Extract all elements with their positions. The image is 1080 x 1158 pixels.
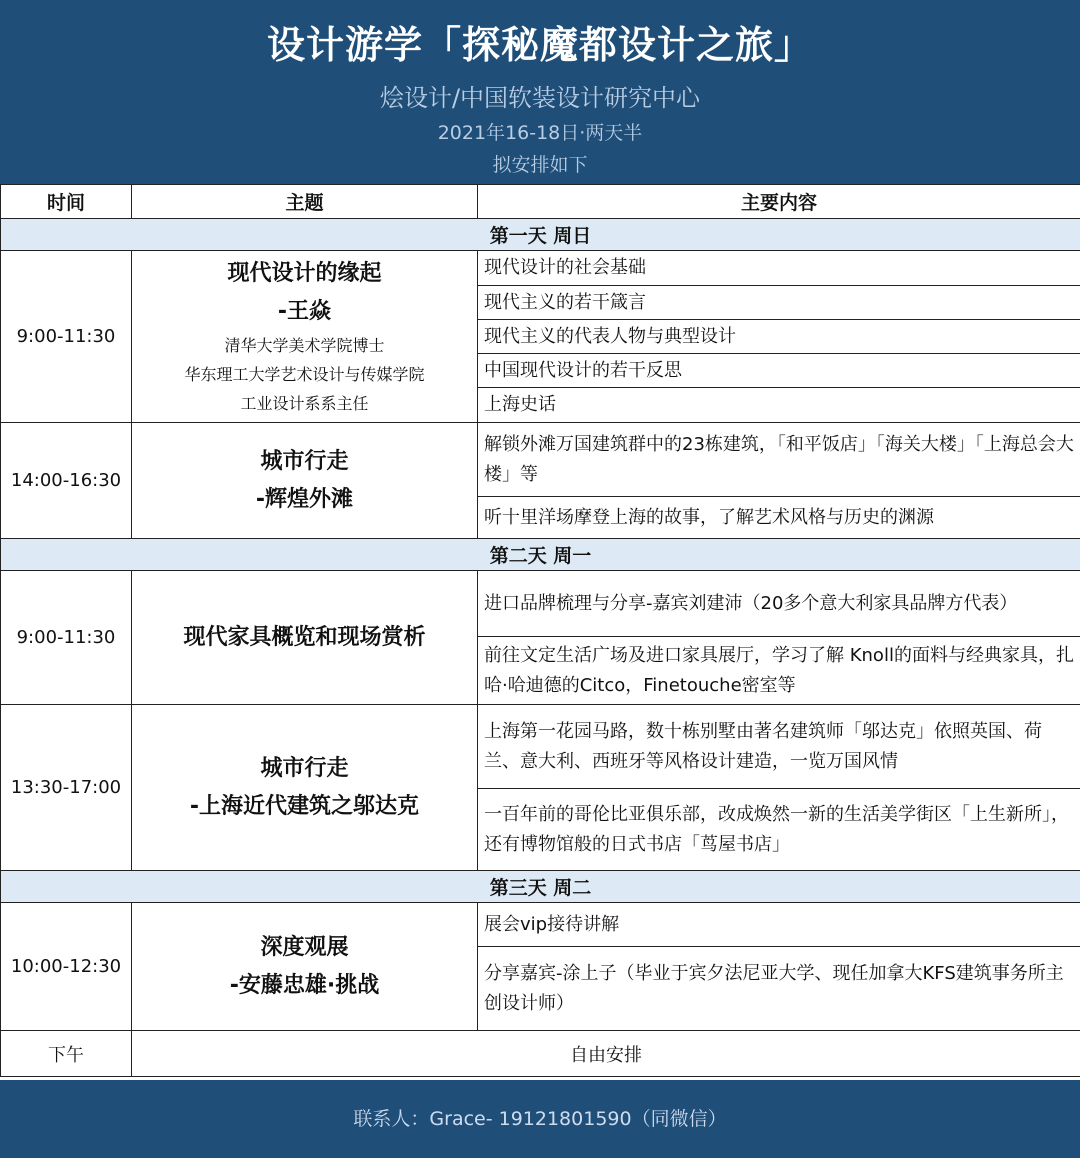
content-item: 一百年前的哥伦比亚俱乐部，改成焕然一新的生活美学街区「上生新所」，还有博物馆般的日式书店「茑屋书店」 [478,789,1080,871]
content-item: 中国现代设计的若干反思 [478,354,1080,388]
session-topic [132,251,478,423]
session-topic [132,571,478,705]
column-header-topic: 主题 [132,185,478,219]
footer-contact-bar [0,1080,1080,1158]
content-item: 上海第一花园马路，数十栋别墅由著名建筑师「邬达克」依照英国、荷兰、意大利、西班牙等风格设计建造，一览万国风情 [478,705,1080,789]
afternoon-row [1,1031,1080,1077]
speaker-title: 华东理工大学艺术设计与传媒学院 [184,365,425,384]
table-row [1,903,1080,947]
session-topic [132,903,478,1031]
column-header-content: 主要内容 [478,185,1080,219]
day-band-3 [1,871,1080,903]
afternoon-time: 下午 [1,1031,132,1077]
table-row [1,705,1080,789]
topic-line: -安藤忠雄·挑战 [229,972,380,998]
afternoon-content: 自由安排 [132,1031,1080,1077]
content-item: 现代设计的社会基础 [478,251,1080,286]
contact-info: 联系人：Grace- 19121801590（同微信） [353,1108,727,1130]
topic-line: -辉煌外滩 [255,486,354,512]
page-title: 设计游学「探秘魔都设计之旅」 [266,23,813,67]
content-item: 上海史话 [478,388,1080,423]
table-row [1,251,1080,286]
day-band-2 [1,539,1080,571]
session-time: 10:00-12:30 [1,903,132,1031]
content-item: 进口品牌梳理与分享-嘉宾刘建沛（20多个意大利家具品牌方代表） [478,571,1080,637]
session-time: 13:30-17:00 [1,705,132,871]
content-item: 分享嘉宾-涂上子（毕业于宾夕法尼亚大学、现任加拿大KFS建筑事务所主创设计师） [478,947,1080,1031]
content-item: 现代主义的若干箴言 [478,286,1080,320]
table-row [1,571,1080,637]
header-banner [0,0,1080,184]
speaker-title: 工业设计系系主任 [240,394,369,413]
content-item: 现代主义的代表人物与典型设计 [478,320,1080,354]
content-item: 展会vip接待讲解 [478,903,1080,947]
day-label: 第三天 周二 [1,871,1080,903]
speaker-name: -王焱 [277,299,332,324]
day-label: 第二天 周一 [1,539,1080,571]
topic-line: 城市行走 [260,448,349,474]
topic-line: 现代家具概览和现场赏析 [183,624,426,650]
content-item: 解锁外滩万国建筑群中的23栋建筑，「和平饭店」「海关大楼」「上海总会大楼」等 [478,423,1080,497]
day-label: 第一天 周日 [1,219,1080,251]
topic-line: 深度观展 [260,934,349,960]
session-time: 14:00-16:30 [1,423,132,539]
table-row [1,423,1080,497]
column-header-row [1,185,1080,219]
arrangement-note: 拟安排如下 [492,154,588,176]
session-topic [132,423,478,539]
speaker-title: 清华大学美术学院博士 [224,336,385,355]
day-band-1 [1,219,1080,251]
column-header-time: 时间 [1,185,132,219]
schedule-table [0,184,1080,1077]
organizer-subtitle: 烩设计/中国软装设计研究中心 [379,84,701,112]
topic-line: -上海近代建筑之邬达克 [189,793,420,819]
content-item: 听十里洋场摩登上海的故事，了解艺术风格与历史的渊源 [478,497,1080,539]
topic-line: 现代设计的缘起 [227,261,382,286]
session-topic [132,705,478,871]
topic-line: 城市行走 [260,755,349,781]
session-time: 9:00-11:30 [1,571,132,705]
event-date: 2021年16-18日·两天半 [437,122,643,144]
content-item: 前往文定生活广场及进口家具展厅，学习了解 Knoll的面料与经典家具，扎哈·哈迪德的Citco，Finetouche密室等 [478,637,1080,705]
session-time: 9:00-11:30 [1,251,132,423]
